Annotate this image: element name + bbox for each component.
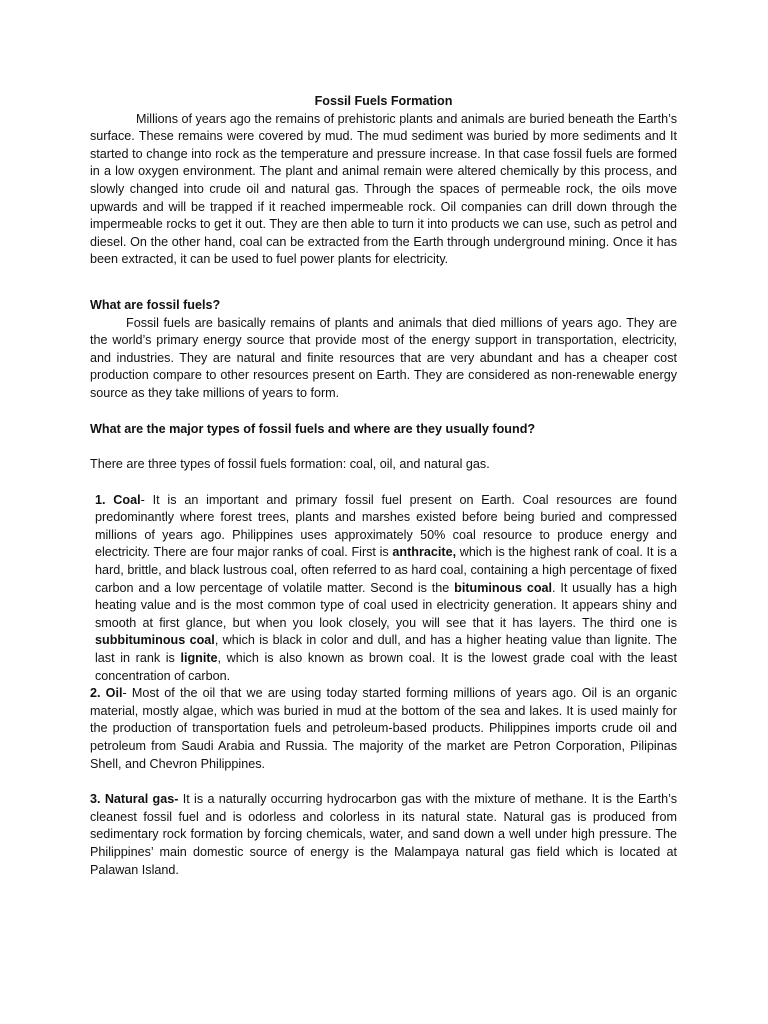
oil-text: - Most of the oil that we are using today started forming millions of years ago. Oil is an organic material, mostly algae, which was buried in mud at the bottom of the sea and lakes. It is used mainly for the production of transportation fuels and petroleum-based products. Philippines imports crude oil and petroleum from Saudi Arabia and Russia. The majority of the market are Petron Corporation, Pilipinas Shell, and Chevron Philippines. <box>90 686 678 771</box>
document-title: Fossil Fuels Formation <box>314 94 453 108</box>
subbituminous-term: subbituminous coal <box>95 633 215 648</box>
coal-text: . It usually has a high heating value and is the most common type of coal used in electricity generation. It appears shiny and smooth at first glance, but when you look closely, you will see that it has layers. The third one is <box>95 580 677 630</box>
spacer <box>90 438 677 456</box>
intro-paragraph: Millions of years ago the remains of prehistoric plants and animals are buried beneath the Earth’s surface. These remains were covered by mud. The mud sediment was buried by more sediments and It started to change into rock as the temperature and pressure increase. In that case fossil fuels are formed in a low oxygen environment. The plant and animal remain were altered chemically by this process, and slowly changed into crude oil and natural gas. Through the spaces of permeable rock, the oils move upwards and will be trapped if it reached impermeable rock. Oil companies can drill down through the impermeable rocks to get it out. They are then able to turn it into products we can use, such as petrol and diesel. On the other hand, coal can be extracted from the Earth through underground mining. Once it has been extracted, it can be used to fuel power plants for electricity. <box>90 111 677 267</box>
natural-gas-label: 3. Natural gas- <box>90 792 179 807</box>
fossil-fuels-definition-paragraph: Fossil fuels are basically remains of plants and animals that died millions of years ago. They are the world’s primary energy source that provide most of the energy support in transportation, electricity, and industries. They are natural and finite resources that are very abundant and has a cheaper cost production compare to other resources present on Earth. They are considered as non-renewable energy source as they take millions of years to form. <box>90 315 677 400</box>
section-heading-major-types: What are the major types of fossil fuels and where are they usually found? <box>90 421 536 436</box>
types-summary: There are three types of fossil fuels formation: coal, oil, and natural gas. <box>90 457 490 472</box>
spacer <box>90 403 677 421</box>
anthracite-term: anthracite, <box>392 545 457 560</box>
section-heading-what-are-fossil-fuels: What are fossil fuels? <box>90 297 221 312</box>
oil-paragraph <box>90 685 677 773</box>
lignite-term: lignite <box>180 651 218 666</box>
spacer <box>90 269 677 297</box>
coal-text: - It is an important and primary fossil fuel present on Earth. Coal resources are found predominantly where forest trees, plants and marshes existed before being buried and compressed millions of years ago. Philippines uses approximately 50% coal resource to produce energy and electricity. There are four major ranks of coal. First is <box>95 492 678 560</box>
oil-label: 2. Oil <box>90 686 123 701</box>
natural-gas-text: It is a naturally occurring hydrocarbon gas with the mixture of methane. It is the Earth’s cleanest fossil fuel and is odorless and colorless in its natural state. Natural gas is produced from sedimentary rock formation by forcing chemicals, water, and sand down a well under high pressure. The Philippines’ main domestic source of energy is the Malampaya natural gas field which is located at Palawan Island. <box>90 792 677 877</box>
document-page <box>90 93 677 879</box>
coal-text: , which is also known as brown coal. It is the lowest grade coal with the least concentration of carbon. <box>95 651 677 683</box>
coal-paragraph <box>90 492 677 686</box>
natural-gas-paragraph <box>90 791 677 879</box>
coal-text: , which is black in color and dull, and has a higher heating value than lignite. The last in rank is <box>95 633 678 666</box>
bituminous-term: bituminous coal <box>454 580 553 595</box>
coal-label: 1. Coal <box>95 492 141 507</box>
coal-text: which is the highest rank of coal. It is a hard, brittle, and black lustrous coal, often referred to as hard coal, containing a high percentage of fixed carbon and a low percentage of volatile matter. Second is the <box>95 545 677 595</box>
spacer <box>90 773 677 791</box>
spacer <box>90 474 677 492</box>
